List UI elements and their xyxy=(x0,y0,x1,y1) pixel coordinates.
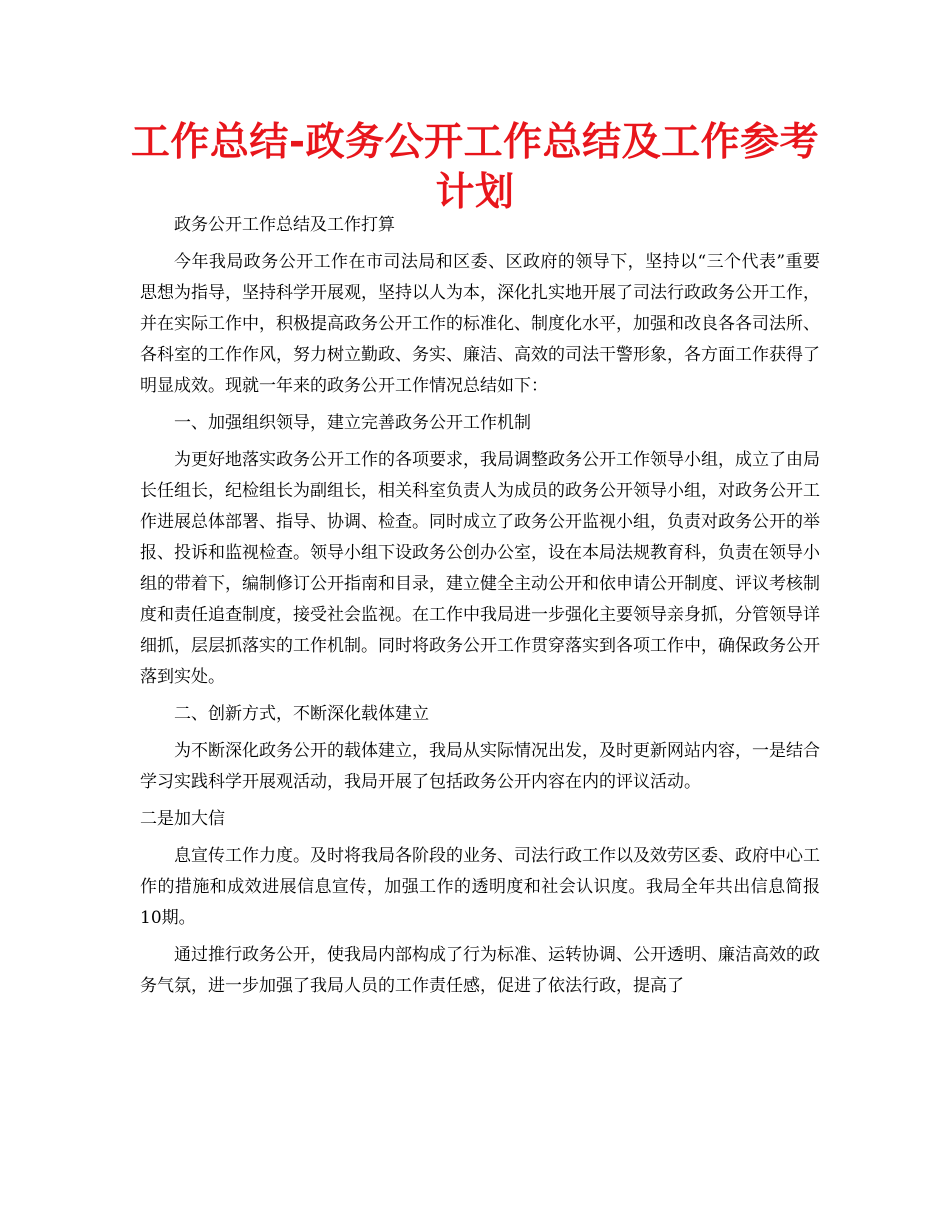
section-1-paragraph: 为更好地落实政务公开工作的各项要求，我局调整政务公开工作领导小组，成立了由局长任组长，纪检组长为副组长，相关科室负责人为成员的政务公开领导小组，对政务公开工作进展总体部署、指导、协调、检查。同时成立了政务公开监视小组，负责对政务公开的举报、投诉和监视检查。领导小组下设政务公创办公室，设在本局法规教育科，负责在领导小组的带着下，编制修订公开指南和目录，建立健全主动公开和依申请公开制度、评议考核制度和责任追查制度，接受社会监视。在工作中我局进一步强化主要领导亲身抓，分管领导详细抓，层层抓落实的工作机制。同时将政务公开工作贯穿落实到各项工作中，确保政务公开落到实处。 xyxy=(140,450,820,687)
subtitle-paragraph: 政务公开工作总结及工作打算 xyxy=(174,215,395,235)
document-body xyxy=(140,210,820,1008)
section-2-continuation: 息宣传工作力度。及时将我局各阶段的业务、司法行政工作以及效劳区委、政府中心工作的措施和成效进展信息宣传，加强工作的透明度和社会认识度。我局全年共出信息简报10期。 xyxy=(140,846,820,928)
section-2-fragment: 二是加大信 xyxy=(140,809,225,829)
conclusion-paragraph: 通过推行政务公开，使我局内部构成了行为标准、运转协调、公开透明、廉洁高效的政务气氛，进一步加强了我局人员的工作责任感，促进了依法行政，提高了 xyxy=(140,945,820,996)
section-heading-2: 二、创新方式，不断深化载体建立 xyxy=(174,704,429,724)
section-heading-1: 一、加强组织领导，建立完善政务公开工作机制 xyxy=(174,413,531,433)
section-2-paragraph: 为不断深化政务公开的载体建立，我局从实际情况出发，及时更新网站内容，一是结合学习实践科学开展观活动，我局开展了包括政务公开内容在内的评议活动。 xyxy=(140,741,820,792)
intro-paragraph: 今年我局政务公开工作在市司法局和区委、区政府的领导下，坚持以“三个代表”重要思想为指导，坚持科学开展观，坚持以人为本，深化扎实地开展了司法行政政务公开工作，并在实际工作中，积极提高政务公开工作的标准化、制度化水平，加强和改良各各司法所、各科室的工作作风，努力树立勤政、务实、廉洁、高效的司法干警形象，各方面工作获得了明显成效。现就一年来的政务公开工作情况总结如下： xyxy=(140,252,820,396)
document-title: 工作总结-政务公开工作总结及工作参考计划 xyxy=(130,120,820,215)
